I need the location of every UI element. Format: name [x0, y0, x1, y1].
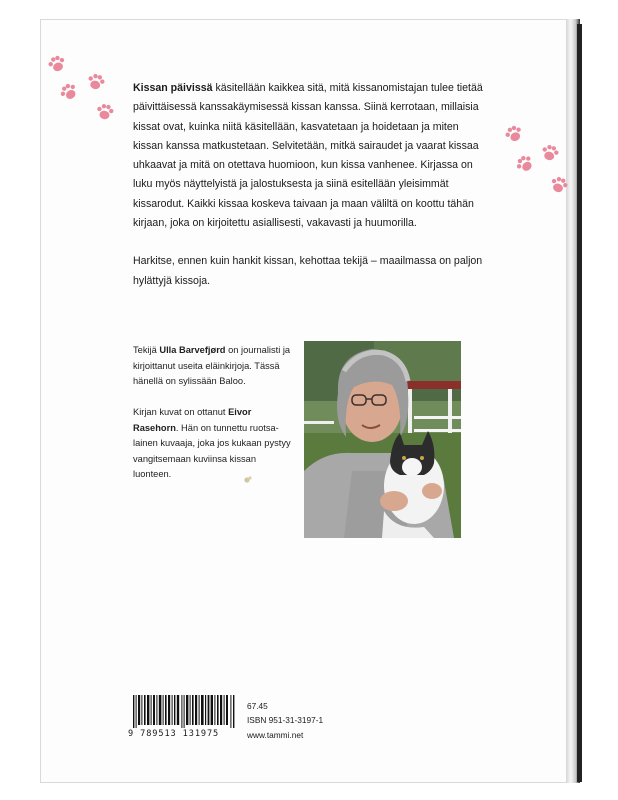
cover-speck: [242, 473, 254, 485]
photographer-description: . Hän on tunnettu ruotsa-lainen kuvaaja, joka jos kukaan pystyy vangitsemaan kuviinsa kissan luonteen.: [133, 422, 291, 479]
paw-print-icon: [93, 100, 116, 123]
photographer-name: Eivor Rasehorn: [133, 407, 252, 433]
book-title-inline: Kissan päivissä: [133, 82, 213, 94]
photographer-prefix: Kirjan kuvat on ottanut: [133, 407, 229, 417]
author-prefix: Tekijä: [133, 345, 160, 355]
price-code: 67.45: [247, 701, 268, 711]
isbn-barcode: [133, 695, 235, 728]
publisher-website: www.tammi.net: [247, 730, 304, 740]
isbn-text: ISBN 951-31-3197-1: [247, 715, 324, 725]
description-text: käsitellään kaikkea sitä, mitä kissanomistajan tulee tietää päivittäisessä kanssakäymisessä kissan kanssa. Siinä kerrotaan, millaisia kissat ovat, kuinka niitä käsitellään, kasvatetaan ja hoidetaan ja miten kissan kanssa matkustetaan. Selvitetään, mitkä sairaudet ja vaarat kissaa uhkaavat ja mitä on otettava huomioon, kun kissa vanhenee. Kirjassa on luku myös näyttelyistä ja jalostuksesta ja siinä esitellään yleisimmät kissarodut. Kaikki kissaa koskeva taivaan ja maan väliltä on koottu tähän kirjaan, joka on kirjoitettu asiallisesti, vakavasti ja huumorilla.: [133, 82, 483, 230]
photographer-bio: [133, 405, 293, 483]
author-bio: [133, 343, 303, 390]
author-name: Ulla Barvefjørd: [159, 345, 226, 355]
advice-paragraph: Harkitse, ennen kuin hankit kissan, kehottaa tekijä – maailmassa on paljon hylättyjä kissoja.: [133, 255, 483, 287]
book-description: [133, 79, 488, 291]
description-paragraph: [133, 79, 488, 233]
book-spine-edge: [577, 24, 582, 782]
author-description: on journalisti ja kirjoittanut useita eläinkirjoja. Tässä hänellä on sylissään Baloo.: [133, 345, 291, 386]
barcode-number: 9 789513 131975: [128, 729, 220, 739]
author-photo: [304, 341, 461, 538]
